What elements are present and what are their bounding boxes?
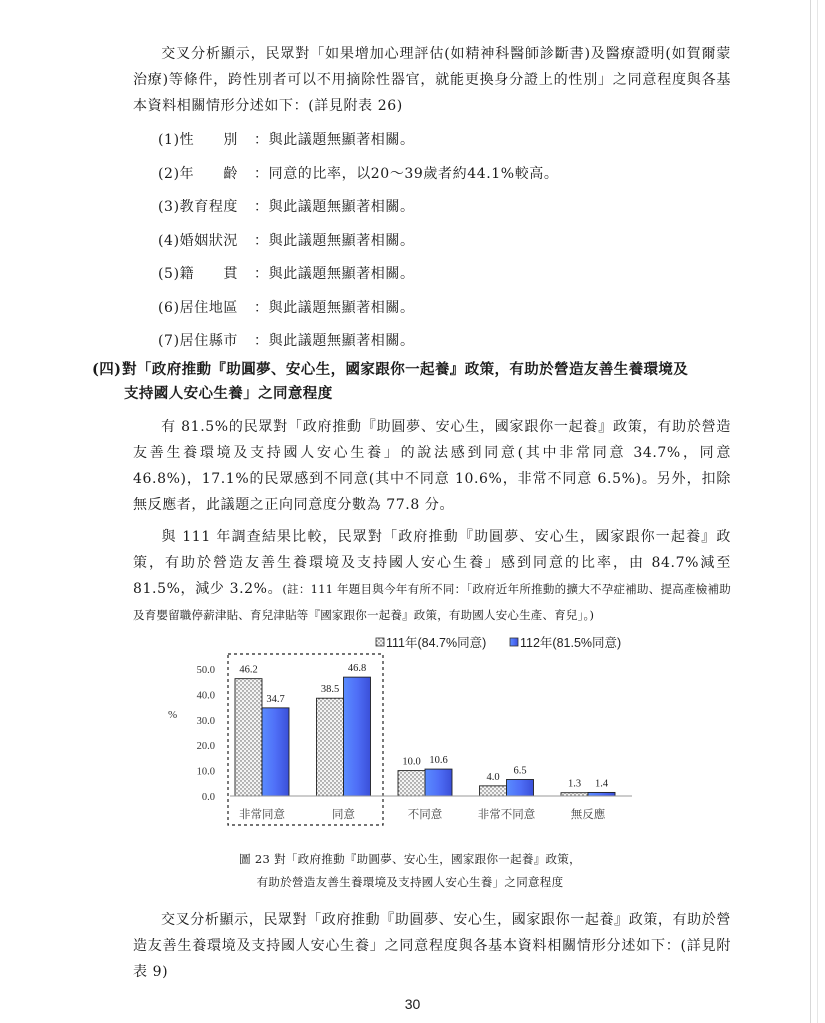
legend-label-112: 112年(81.5%同意) xyxy=(520,636,622,650)
bar-value-label: 4.0 xyxy=(486,771,500,783)
bar-value-label: 46.8 xyxy=(347,663,367,675)
paragraph-cross-analysis-gender-id: 交叉分析顯示，民眾對「如果增加心理評估(如精神科醫師診斷書)及醫療證明(如賀爾蒙治療)等條件，跨性別者可以不用摘除性器官，就能更換身分證上的性別」之同意程度與各基本資料相關情形分述如下：(詳見附表 26) xyxy=(133,46,731,114)
legend-label-111: 111年(84.7%同意) xyxy=(386,636,487,650)
bar-111 xyxy=(480,786,507,796)
bar-value-label: 6.5 xyxy=(513,765,527,777)
section-heading: (四)對「政府推動『助圓夢、安心生，國家跟你一起養』政策，有助於營造友善生養環境及 支持國人安心生養」之同意程度 xyxy=(92,361,689,402)
bar-111 xyxy=(398,771,425,796)
y-tick-label: 10.0 xyxy=(196,766,215,778)
bar-value-label: 46.2 xyxy=(239,664,258,676)
bar-value-label: 38.5 xyxy=(320,684,340,696)
x-category-label: 非常同意 xyxy=(239,807,285,821)
y-tick-label: 20.0 xyxy=(196,741,215,753)
caption-line-2: 有助於營造友善生養環境及支持國人安心生養」之同意程度 xyxy=(256,875,564,889)
x-category-label: 同意 xyxy=(332,807,355,821)
chart-legend xyxy=(376,635,621,650)
y-tick-label: 0.0 xyxy=(201,792,215,803)
list-item: (2)年 齡 ：同意的比率，以20～39歲者約44.1%較高。 xyxy=(158,165,559,182)
bar-112 xyxy=(588,792,615,796)
y-tick-label: 50.0 xyxy=(196,665,215,676)
figure-caption xyxy=(150,848,670,894)
list-item: (1)性 別 ：與此議題無顯著相關。 xyxy=(158,132,415,148)
paragraph-year-comparison: 與 111 年調查結果比較，民眾對「政府推動『助圓夢、安心生，國家跟你一起養』政策，有助於營造友善生養環境及支持國人安心生養」感到同意的比率，由 84.7%減至 81.5%，減少 3.2%。(註：111 年題目與今年有所不同：「政府近年所推動的擴大不孕症補助、提高產檢補助及育嬰留職停薪津貼、育兒津貼等『國家跟你一起養』政策，有助國人安心生產、育兒」。) xyxy=(133,529,731,622)
legend-swatch-111 xyxy=(376,638,384,646)
paragraph-cross-analysis-policy: 交叉分析顯示，民眾對「政府推動『助圓夢、安心生，國家跟你一起養』政策，有助於營造友善生養環境及支持國人安心生養」之同意程度與各基本資料相關情形分述如下：(詳見附表 9) xyxy=(133,912,731,980)
list-item: (4)婚姻狀況 ：與此議題無顯著相關。 xyxy=(158,232,415,249)
bar-112 xyxy=(425,769,452,796)
bar-value-label: 10.0 xyxy=(402,756,421,768)
paragraph-agreement-summary: 有 81.5%的民眾對「政府推動『助圓夢、安心生，國家跟你一起養』政策，有助於營造友善生養環境及支持國人安心生養」的說法感到同意(其中非常同意 34.7%，同意 46.8%)，17.1%的民眾感到不同意(其中不同意 10.6%，非常不同意 6.5%)。另外，扣除無反應者，此議題之正向同意度分數為 77.8 分。 xyxy=(133,419,731,513)
x-category-label: 無反應 xyxy=(570,807,606,821)
bar-chart-svg xyxy=(160,628,660,838)
list-item: (3)教育程度 ：與此議題無顯著相關。 xyxy=(158,199,415,215)
y-tick-label: 40.0 xyxy=(196,690,215,702)
x-category-label: 非常不同意 xyxy=(477,807,536,821)
bar-112 xyxy=(344,677,371,796)
cross-analysis-list xyxy=(158,126,559,361)
y-axis-label: % xyxy=(168,709,178,721)
list-item: (6)居住地區 ：與此議題無顯著相關。 xyxy=(158,299,415,316)
bar-chart xyxy=(160,628,660,838)
list-item: (7)居住縣市 ：與此議題無顯著相關。 xyxy=(158,333,415,349)
legend-swatch-112 xyxy=(510,638,518,646)
bar-value-label: 34.7 xyxy=(266,693,285,705)
bar-112 xyxy=(507,779,534,796)
bar-111 xyxy=(235,679,262,796)
bar-value-label: 10.6 xyxy=(429,755,448,767)
caption-line-1: 圖 23 對「政府推動『助圓夢、安心生，國家跟你一起養』政策， xyxy=(239,852,581,866)
x-category-label: 不同意 xyxy=(407,807,443,821)
page-number: 30 xyxy=(404,996,421,1012)
bar-value-label: 1.3 xyxy=(567,778,582,790)
comparison-note: (註：111 年題目與今年有所不同：「政府近年所推動的擴大不孕症補助、提高產檢補助及育嬰留職停薪津貼、育兒津貼等『國家跟你一起養』政策，有助國人安心生產、育兒」。) xyxy=(133,582,731,622)
bar-112 xyxy=(262,708,289,796)
y-tick-label: 30.0 xyxy=(196,715,215,727)
bar-value-label: 1.4 xyxy=(594,778,609,790)
list-item: (5)籍 貫 ：與此議題無顯著相關。 xyxy=(158,266,415,282)
bar-111 xyxy=(317,698,344,796)
